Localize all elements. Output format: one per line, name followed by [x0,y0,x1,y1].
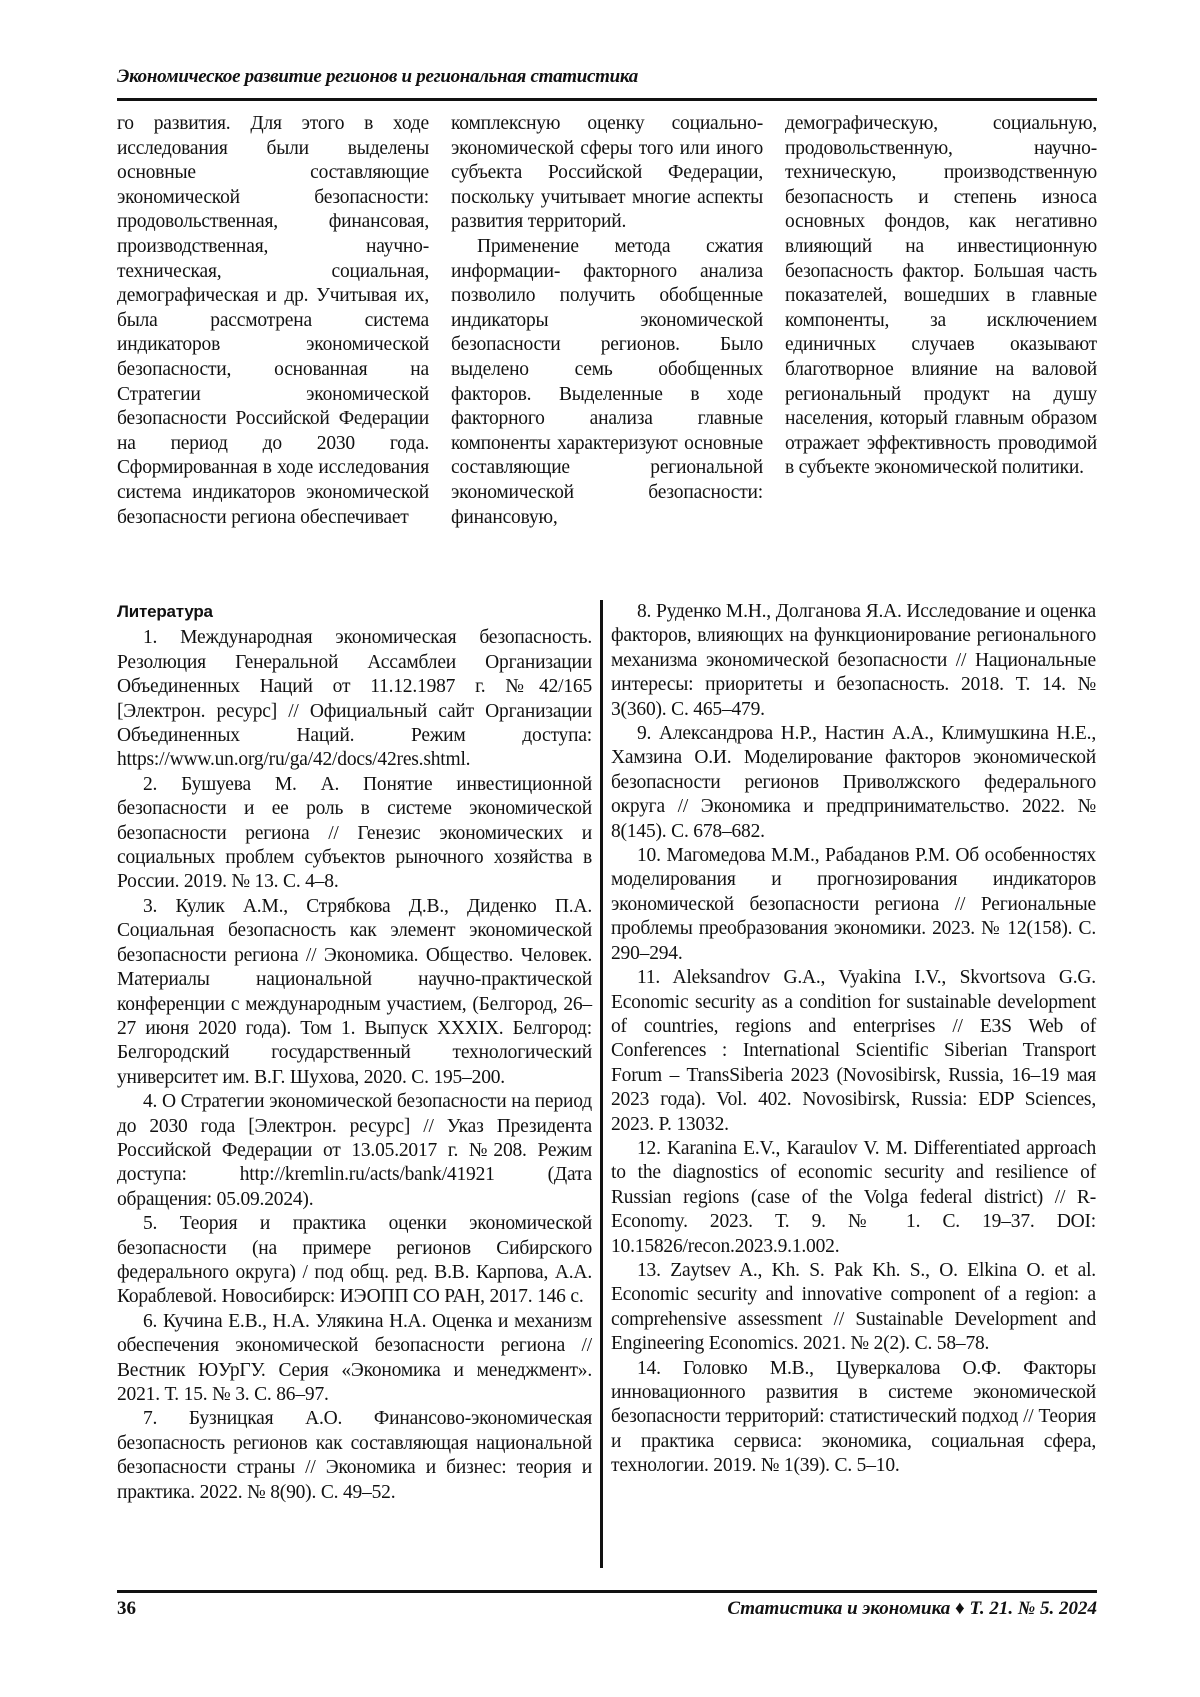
reference-item: 11. Aleksandrov G.A., Vyakina I.V., Skvortsova G.G. Economic security as a condition for sustainable development of countries, regions and enterprises // E3S Web of Conferences : International Scientific Siberian Transport Forum – TransSiberia 2023 (Novosibirsk, Russia, 16–19 мая 2023 года). Vol. 402. Novosibirsk, Russia: EDP Sciences, 2023. P. 13032. [611,966,1096,1137]
reference-item: 3. Кулик А.М., Стрябкова Д.В., Диденко П.А. Социальная безопасность как элемент экономической безопасности региона // Экономика. Общество. Человек. Материалы национальной научно-практической конференции с международным участием, (Белгород, 26–27 июня 2020 года). Том 1. Выпуск XXXIX. Белгород: Белгородский государственный технологический университет им. В.Г. Шухова, 2020. С. 195–200. [117,895,592,1090]
column-divider [600,600,603,1568]
paragraph: го развития. Для этого в ходе исследования были выделены основные составляющие экономической безопасности: продовольственная, финансовая, производственная, научно-техническая, социальная, демографическая и др. Учитывая их, была рассмотрена система индикаторов экономической безопасности, основанная на Стратегии экономической безопасности Российской Федерации на период до 2030 года. Сформированная в ходе исследования система индикаторов экономической безопасности региона обеспечивает [117,112,429,530]
reference-item: 2. Бушуева М. А. Понятие инвестиционной безопасности и ее роль в системе экономической безопасности региона // Генезис экономических и социальных проблем субъектов рыночного хозяйства в России. 2019. № 13. С. 4–8. [117,773,592,895]
references-heading: Литература [117,600,592,624]
reference-item: 10. Магомедова М.М., Рабаданов Р.М. Об особенностях моделирования и прогнозирования индикаторов экономической безопасности региона // Региональные проблемы преобразования экономики. 2023. № 12(158). С. 290–294. [611,844,1096,966]
header-rule [117,98,1097,101]
paragraph: Применение метода сжатия информации- факторного анализа позволило получить обобщенные индикаторы экономической безопасности регионов. Было выделено семь обобщенных факторов. Выделенные в ходе факторного анализа главные компоненты характеризуют основные составляющие региональной экономической безопасности: финансовую, [451,235,763,530]
body-column-1 [117,112,429,530]
paragraph: демографическую, социальную, продовольственную, научно-техническую, производственную безопасность и степень износа основных фондов, как негативно влияющий на инвестиционную безопасность фактор. Большая часть показателей, вошедших в главные компоненты, за исключением единичных случаев оказывают благотворное влияние на валовой региональный продукт на душу населения, который главным образом отражает эффективность проводимой в субъекте экономической политики. [785,112,1097,481]
reference-item: 13. Zaytsev A., Kh. S. Pak Kh. S., O. Elkina O. et al. Economic security and innovative component of a region: a comprehensive assessment // Sustainable Development and Engineering Economics. 2021. № 2(2). С. 58–78. [611,1259,1096,1357]
references-column-1 [117,600,592,1505]
paragraph: комплексную оценку социально-экономической сферы того или иного субъекта Российской Федерации, поскольку учитывает многие аспекты развития территорий. [451,112,763,235]
journal-footer: Статистика и экономика ♦ Т. 21. № 5. 2024 [727,1598,1097,1620]
reference-item: 14. Головко М.В., Цуверкалова О.Ф. Факторы инновационного развития в системе экономической безопасности территорий: статистический подход // Теория и практика сервиса: экономика, социальная сфера, технологии. 2019. № 1(39). С. 5–10. [611,1357,1096,1479]
reference-item: 8. Руденко М.Н., Долганова Я.А. Исследование и оценка факторов, влияющих на функционирование регионального механизма экономической безопасности // Национальные интересы: приоритеты и безопасность. 2018. Т. 14. № 3(360). С. 465–479. [611,600,1096,722]
running-title: Экономическое развитие регионов и региональная статистика [117,66,638,88]
reference-item: 12. Karanina E.V., Karaulov V. M. Differentiated approach to the diagnostics of economic security and resilience of Russian regions (case of the Volga federal district) // R-Economy. 2023. Т. 9. № 1. С. 19–37. DOI: 10.15826/recon.2023.9.1.002. [611,1137,1096,1259]
page-number: 36 [117,1598,136,1620]
references-column-2 [611,600,1096,1479]
reference-item: 4. О Стратегии экономической безопасности на период до 2030 года [Электрон. ресурс] // Указ Президента Российской Федерации от 13.05.2017 г. №208. Режим доступа: http://kremlin.ru/acts/bank/41921 (Дата обращения: 05.09.2024). [117,1090,592,1212]
reference-item: 5. Теория и практика оценки экономической безопасности (на примере регионов Сибирского федерального округа) / под общ. ред. В.В. Карпова, А.А. Кораблевой. Новосибирск: ИЭОПП СО РАН, 2017. 146 с. [117,1212,592,1310]
footer-rule [117,1590,1097,1593]
body-column-3 [785,112,1097,481]
body-column-2 [451,112,763,530]
reference-item: 7. Бузницкая А.О. Финансово-экономическая безопасность регионов как составляющая национальной безопасности страны // Экономика и бизнес: теория и практика. 2022. № 8(90). С. 49–52. [117,1407,592,1505]
reference-item: 6. Кучина Е.В., Н.А. Улякина Н.А. Оценка и механизм обеспечения экономической безопасности региона // Вестник ЮУрГУ. Серия «Экономика и менеджмент». 2021. Т. 15. № 3. С. 86–97. [117,1310,592,1408]
reference-item: 1. Международная экономическая безопасность. Резолюция Генеральной Ассамблеи Организации Объединенных Наций от 11.12.1987 г. №42/165 [Электрон. ресурс] // Официальный сайт Организации Объединенных Наций. Режим доступа: https://www.un.org/ru/ga/42/docs/42res.shtml. [117,626,592,772]
reference-item: 9. Александрова Н.Р., Настин А.А., Климушкина Н.Е., Хамзина О.И. Моделирование факторов экономической безопасности регионов Приволжского федерального округа // Экономика и предпринимательство. 2022. № 8(145). С. 678–682. [611,722,1096,844]
